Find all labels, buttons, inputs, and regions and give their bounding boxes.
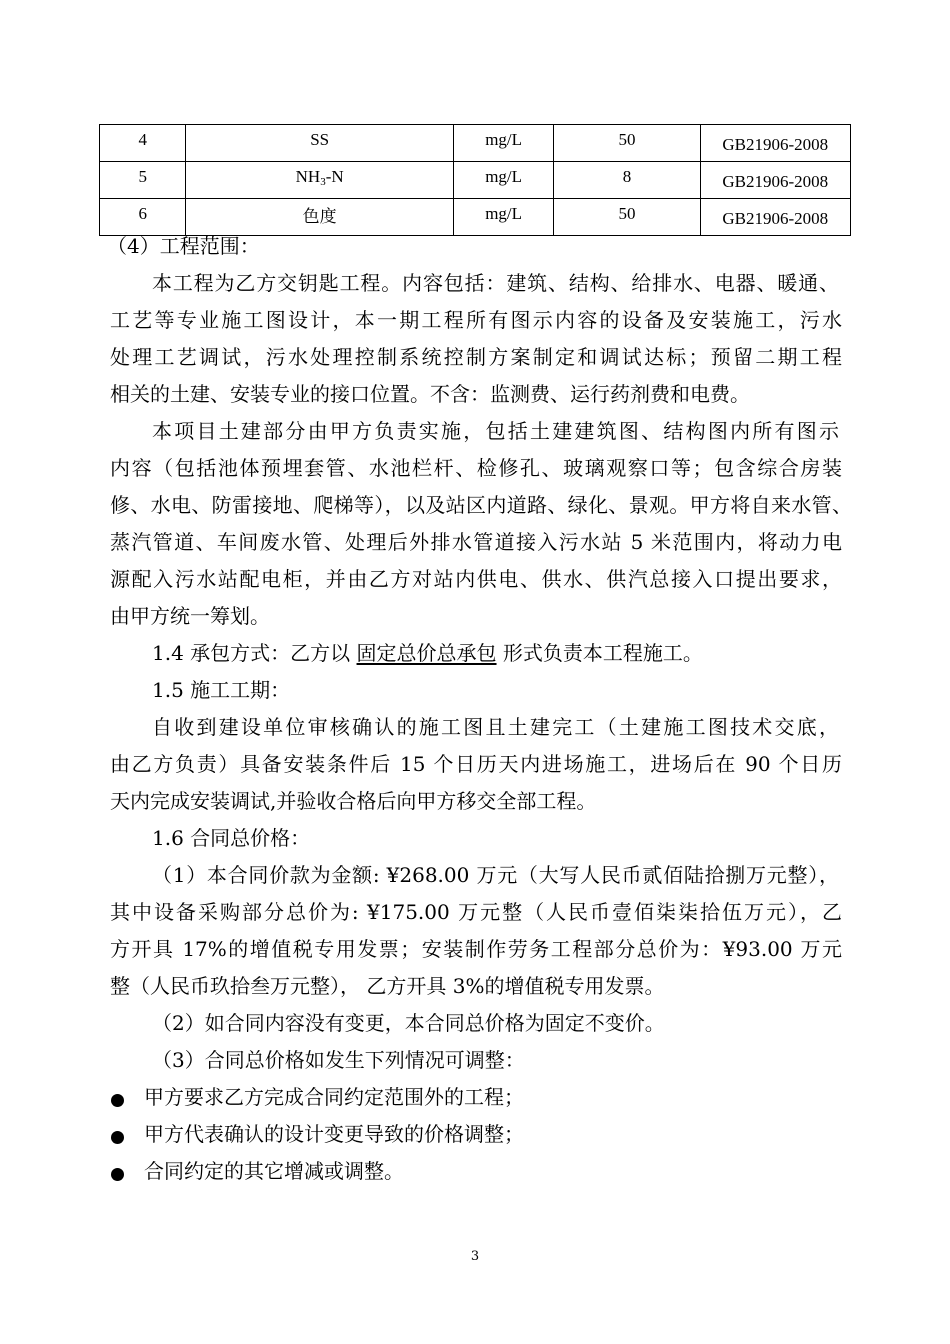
price-heading: 1.6 合同总价格： bbox=[152, 826, 311, 850]
price-adjust-line: （3）合同总价格如发生下列情况可调整： bbox=[152, 1048, 525, 1072]
scope-paragraph-line: 本工程为乙方交钥匙工程。内容包括：建筑、结构、给排水、电器、暖通、 bbox=[152, 271, 839, 295]
scope-paragraph-line: 工艺等专业施工图设计，本一期工程所有图示内容的设备及安装施工，污水 bbox=[110, 308, 842, 332]
civil-paragraph-line: 由甲方统一筹划。 bbox=[110, 604, 270, 628]
page-number: 3 bbox=[470, 1249, 480, 1264]
scope-paragraph-line: 处理工艺调试，污水处理控制系统控制方案制定和调试达标；预留二期工程 bbox=[110, 345, 842, 369]
limit-value: 50 bbox=[618, 130, 636, 149]
price-fixed-line: （2）如合同内容没有变更，本合同总价格为固定不变价。 bbox=[152, 1011, 665, 1035]
table-row bbox=[100, 125, 851, 162]
civil-paragraph-line: 本项目土建部分由甲方负责实施，包括土建建筑图、结构图内所有图示 bbox=[152, 419, 839, 443]
unit: mg/L bbox=[485, 130, 523, 149]
row-number: 4 bbox=[138, 130, 147, 149]
pollutant-item: $NH_3-N$ bbox=[295, 166, 344, 188]
contract-mode-value: 固定总价总承包 bbox=[356, 641, 497, 665]
table-row bbox=[100, 199, 851, 236]
civil-paragraph-line: 源配入污水站配电柜，并由乙方对站内供电、供水、供汽总接入口提出要求， bbox=[110, 567, 842, 591]
pollutant-item: 色度 bbox=[302, 206, 337, 226]
row-number: 5 bbox=[138, 167, 147, 186]
civil-paragraph-line: 内容（包括池体预埋套管、水池栏杆、检修孔、玻璃观察口等；包含综合房装 bbox=[110, 456, 842, 480]
price-line: （1）本合同价款为金额: ¥268.00 万元（大写人民币贰佰陆拾捌万元整）， bbox=[152, 863, 839, 887]
price-line: 整（人民币玖拾叁万元整）， 乙方开具 3%的增值税专用发票。 bbox=[110, 974, 665, 998]
period-line: 自收到建设单位审核确认的施工图且土建完工（土建施工图技术交底， bbox=[152, 715, 839, 739]
price-line: 方开具 17%的增值税专用发票；安装制作劳务工程部分总价为：¥93.00 万元 bbox=[110, 937, 842, 961]
contract-mode-line: 1.4 承包方式：乙方以 固定总价总承包 形式负责本工程施工。 bbox=[152, 641, 703, 665]
scope-heading: （4）工程范围： bbox=[107, 234, 260, 258]
limit-value: 50 bbox=[618, 204, 636, 223]
standard-code: GB21906-2008 bbox=[722, 172, 829, 191]
civil-paragraph-line: 蒸汽管道、车间废水管、处理后外排水管道接入污水站 5 米范围内，将动力电 bbox=[110, 530, 842, 554]
bullet-icon bbox=[111, 1168, 124, 1181]
period-heading: 1.5 施工工期： bbox=[152, 678, 291, 702]
bullet-icon bbox=[111, 1131, 124, 1144]
standard-code: GB21906-2008 bbox=[722, 135, 829, 154]
civil-paragraph-line: 修、水电、防雷接地、爬梯等），以及站区内道路、绿化、景观。甲方将自来水管、 bbox=[110, 493, 852, 517]
table-row bbox=[100, 162, 851, 199]
limit-value: 8 bbox=[622, 167, 632, 186]
row-number: 6 bbox=[138, 204, 147, 223]
pollutant-item: SS bbox=[310, 130, 330, 149]
bullet-icon bbox=[111, 1094, 124, 1107]
unit: mg/L bbox=[485, 167, 523, 186]
period-line: 由乙方负责）具备安装条件后 15 个日历天内进场施工，进场后在 90 个日历 bbox=[110, 752, 842, 776]
emission-standard-table bbox=[99, 124, 851, 236]
list-item: 甲方代表确认的设计变更导致的价格调整； bbox=[144, 1122, 524, 1146]
period-line: 天内完成安装调试,并验收合格后向甲方移交全部工程。 bbox=[110, 789, 597, 813]
price-line: 其中设备采购部分总价为: ¥175.00 万元整（人民币壹佰柒柒拾伍万元），乙 bbox=[110, 900, 842, 924]
unit: mg/L bbox=[485, 204, 523, 223]
standard-code: GB21906-2008 bbox=[722, 209, 829, 228]
scope-paragraph-line: 相关的土建、安装专业的接口位置。不含：监测费、运行药剂费和电费。 bbox=[110, 382, 750, 406]
list-item: 甲方要求乙方完成合同约定范围外的工程； bbox=[144, 1085, 524, 1109]
list-item: 合同约定的其它增减或调整。 bbox=[144, 1159, 404, 1183]
